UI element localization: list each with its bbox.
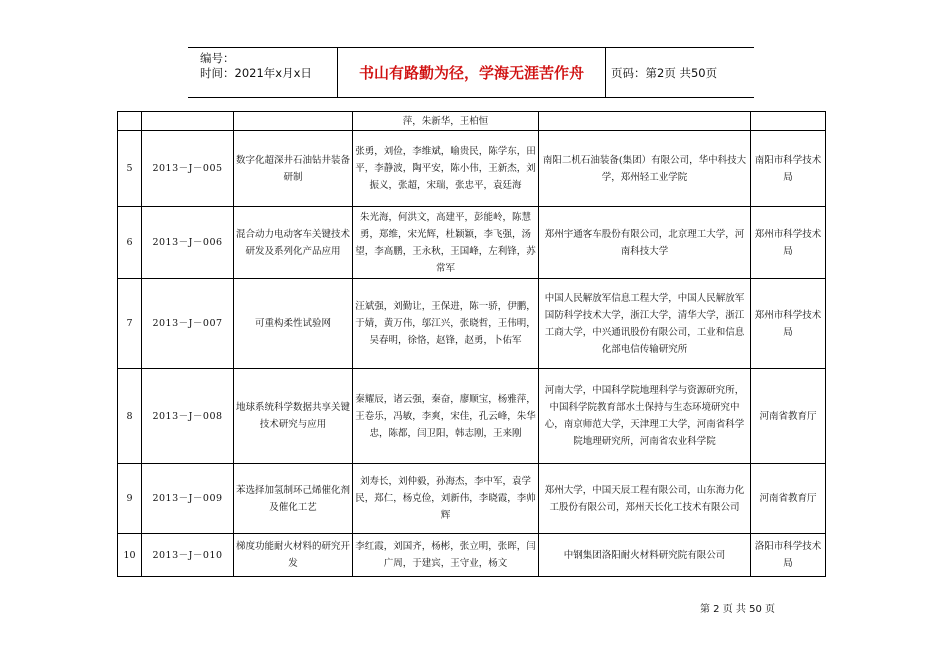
code-cell: 2013－J－008 [142,369,234,464]
page-footer: 第 2 页 共 50 页 [700,604,775,615]
table-row [118,279,826,369]
code-cell: 2013－J－009 [142,464,234,534]
awards-table [117,111,826,577]
table-row [118,207,826,279]
units-cell: 郑州宇通客车股份有限公司，北京理工大学，河南科技大学 [539,207,751,279]
dept-cell: 洛阳市科学技术局 [751,534,826,577]
people-cell: 李红霞，刘国齐，杨彬，张立明，张晖，闫广周，于建宾，王守业，杨文 [353,534,539,577]
project-cell: 可重构柔性试验网 [234,279,353,369]
code-cell: 2013－J－006 [142,207,234,279]
dept-cell: 郑州市科学技术局 [751,207,826,279]
num-cell: 6 [118,207,142,279]
code-cell: 2013－J－010 [142,534,234,577]
table-row [118,534,826,577]
num-cell: 8 [118,369,142,464]
page-header [188,47,754,98]
units-cell: 中国人民解放军信息工程大学，中国人民解放军国防科学技术大学，浙江大学，清华大学，浙江工商大学，中兴通讯股份有限公司，工业和信息化部电信传输研究所 [539,279,751,369]
num-cell: 10 [118,534,142,577]
num-cell: 7 [118,279,142,369]
people-cell: 萍，朱新华，王柏恒 [353,112,539,131]
people-cell: 汪斌强，刘勤让，王保进，陈一骄，伊鹏，于婧，黄万伟，邬江兴，张晓哲，王伟明，吴春明，徐恪，赵锋，赵勇，卜佑军 [353,279,539,369]
people-cell: 朱光海，何洪文，高建平，彭能岭，陈慧勇，郑维，宋光辉，杜颖颖，李飞强，汤望，李高鹏，王永秋，王国峰，左利锋，苏常军 [353,207,539,279]
table-row [118,464,826,534]
project-cell: 地球系统科学数据共享关键技术研究与应用 [234,369,353,464]
number-label: 编号： [200,51,235,65]
dept-cell [751,112,826,131]
header-meta [188,48,338,97]
units-cell: 中钢集团洛阳耐火材料研究院有限公司 [539,534,751,577]
project-cell: 数字化超深井石油钻井装备研制 [234,131,353,207]
table-row-continued [118,112,826,131]
project-cell [234,112,353,131]
dept-cell: 南阳市科学技术局 [751,131,826,207]
people-cell: 秦耀辰，诸云强，秦奋，廖顺宝，杨雅萍，王卷乐，冯敏，李爽，宋佳，孔云峰，朱华忠，陈都，闫卫阳，韩志刚，王来刚 [353,369,539,464]
code-cell: 2013－J－005 [142,131,234,207]
project-cell: 苯选择加氢制环己烯催化剂及催化工艺 [234,464,353,534]
table-row [118,369,826,464]
people-cell: 张勇，刘俭，李维斌，喻贵民，陈学东，田平，李静波，陶平安，陈小伟，王新杰，刘振义，张超，宋瑞，张忠平，袁廷海 [353,131,539,207]
code-cell: 2013－J－007 [142,279,234,369]
units-cell: 南阳二机石油装备(集团）有限公司，华中科技大学，郑州轻工业学院 [539,131,751,207]
units-cell: 河南大学，中国科学院地理科学与资源研究所，中国科学院教育部水土保持与生态环境研究中心，南京师范大学，天津理工大学，河南省科学院地理研究所，河南省农业科学院 [539,369,751,464]
units-cell: 郑州大学，中国天辰工程有限公司，山东海力化工股份有限公司，郑州天长化工技术有限公司 [539,464,751,534]
code-cell [142,112,234,131]
num-cell [118,112,142,131]
page-label: 页码：第2页 共50页 [611,65,718,80]
dept-cell: 河南省教育厅 [751,369,826,464]
motto: 书山有路勤为径，学海无涯苦作舟 [338,48,606,97]
dept-cell: 郑州市科学技术局 [751,279,826,369]
num-cell: 9 [118,464,142,534]
project-cell: 混合动力电动客车关键技术研发及系列化产品应用 [234,207,353,279]
people-cell: 刘寿长，刘仲毅，孙海杰，李中军，袁学民，郑仁，杨克俭，刘新伟，李晓霞，李帅辉 [353,464,539,534]
dept-cell: 河南省教育厅 [751,464,826,534]
table-row [118,131,826,207]
units-cell [539,112,751,131]
num-cell: 5 [118,131,142,207]
project-cell: 梯度功能耐火材料的研究开发 [234,534,353,577]
time-label: 时间：2021年x月x日 [200,66,312,80]
